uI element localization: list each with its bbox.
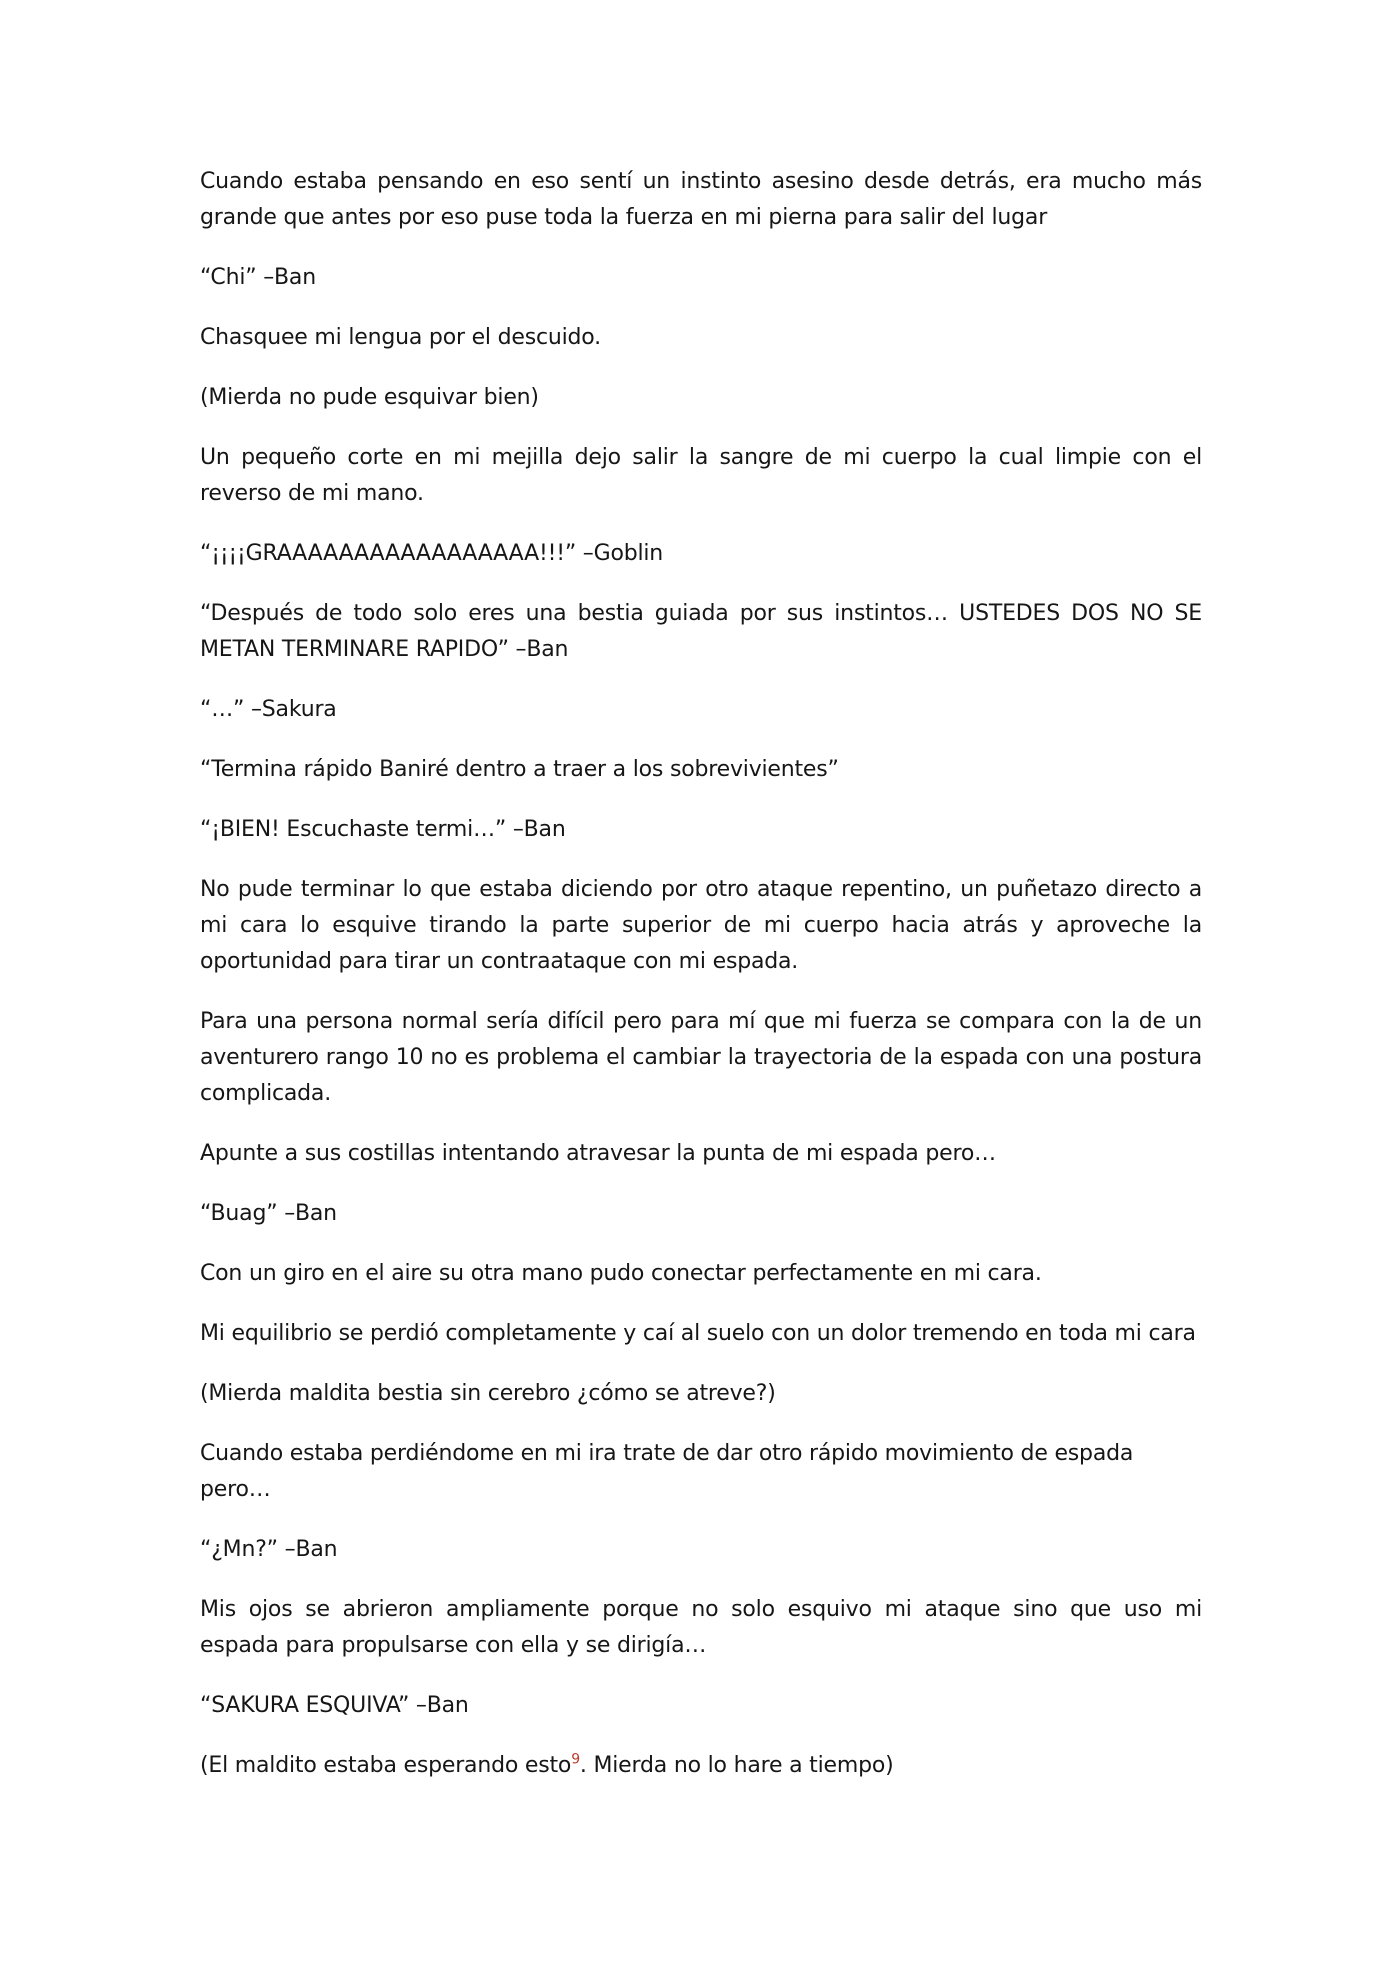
paragraph: Apunte a sus costillas intentando atravesar la punta de mi espada pero… xyxy=(200,1141,996,1166)
dialogue-line: “¿Mn?” –Ban xyxy=(200,1537,338,1562)
paragraph: No pude terminar lo que estaba diciendo por otro ataque repentino, un puñetazo directo a mi cara lo esquive tirando la parte superior de mi cuerpo hacia atrás y aproveche la oportunidad para tirar un contraataque con mi espada. xyxy=(200,877,1202,974)
footnote-reference[interactable]: 9 xyxy=(571,1751,580,1768)
dialogue-line: “SAKURA ESQUIVA” –Ban xyxy=(200,1693,469,1718)
dialogue-line: “Buag” –Ban xyxy=(200,1201,337,1226)
paragraph: Para una persona normal sería difícil pero para mí que mi fuerza se compara con la de un aventurero rango 10 no es problema el cambiar la trayectoria de la espada con una postura complicada. xyxy=(200,1009,1202,1106)
thought-text-before: (El maldito estaba esperando esto xyxy=(200,1753,572,1778)
paragraph: Con un giro en el aire su otra mano pudo conectar perfectamente en mi cara. xyxy=(200,1261,1042,1286)
dialogue-line: “Después de todo solo eres una bestia guiada por sus instintos… USTEDES DOS NO SE METAN TERMINARE RAPIDO” –Ban xyxy=(200,601,1202,662)
paragraph: Cuando estaba pensando en eso sentí un instinto asesino desde detrás, era mucho más grande que antes por eso puse toda la fuerza en mi pierna para salir del lugar xyxy=(200,169,1202,230)
dialogue-line: “Termina rápido Baniré dentro a traer a los sobrevivientes” xyxy=(200,757,839,782)
dialogue-line: “¡BIEN! Escuchaste termi…” –Ban xyxy=(200,817,566,842)
thought-line-with-footnote xyxy=(200,1748,1202,1784)
paragraph: Mi equilibrio se perdió completamente y caí al suelo con un dolor tremendo en toda mi cara xyxy=(200,1321,1196,1346)
thought-line: (Mierda maldita bestia sin cerebro ¿cómo se atreve?) xyxy=(200,1381,776,1406)
paragraph: Cuando estaba perdiéndome en mi ira trate de dar otro rápido movimiento de espada pero… xyxy=(200,1441,1134,1502)
dialogue-line: “¡¡¡¡GRAAAAAAAAAAAAAAAAA!!!” –Goblin xyxy=(200,541,664,566)
thought-line: (Mierda no pude esquivar bien) xyxy=(200,385,539,410)
body-text xyxy=(200,164,1202,1808)
paragraph: Mis ojos se abrieron ampliamente porque no solo esquivo mi ataque sino que uso mi espada para propulsarse con ella y se dirigía… xyxy=(200,1597,1202,1658)
paragraph: Un pequeño corte en mi mejilla dejo salir la sangre de mi cuerpo la cual limpie con el reverso de mi mano. xyxy=(200,445,1202,506)
dialogue-line: “Chi” –Ban xyxy=(200,265,316,290)
dialogue-line: “…” –Sakura xyxy=(200,697,337,722)
thought-text-after: . Mierda no lo hare a tiempo) xyxy=(579,1753,894,1778)
paragraph: Chasquee mi lengua por el descuido. xyxy=(200,325,601,350)
